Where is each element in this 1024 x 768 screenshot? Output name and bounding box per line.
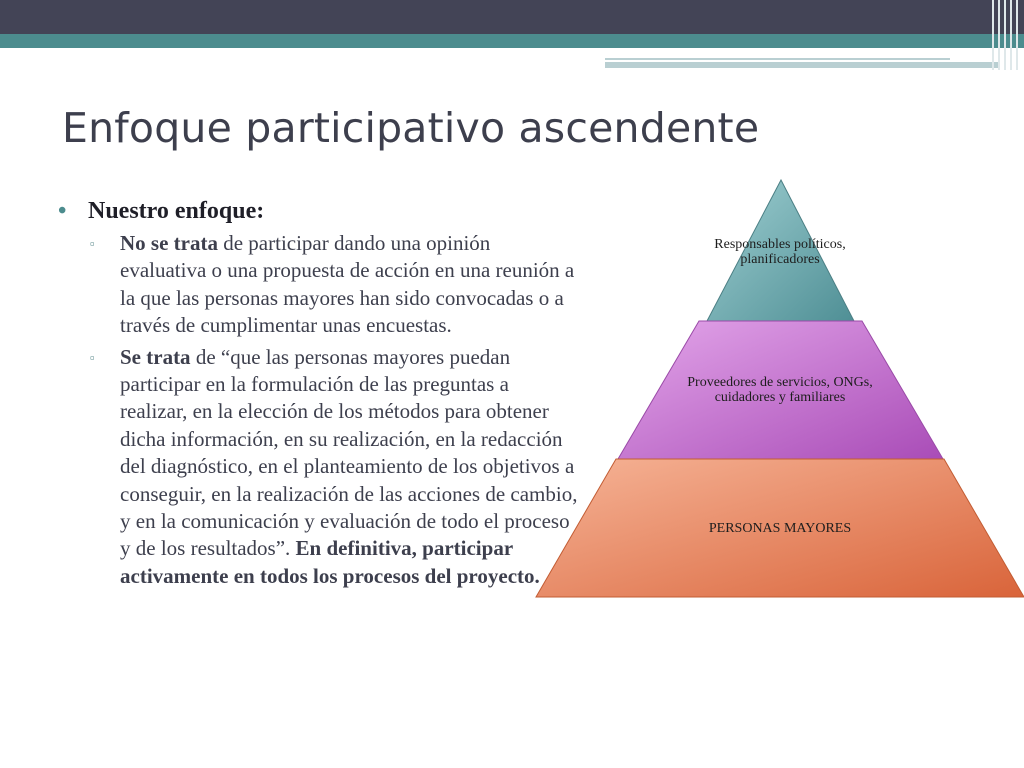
- sub-bullet-1-text: de participar dando una opinión evaluativa o una propuesta de acción en una reunión a la que las personas mayores han sido convocadas o a través de cumplimentar unas encuestas.: [120, 231, 575, 338]
- header-dark-band: [0, 0, 1024, 34]
- bullet-dot-icon: •: [58, 198, 67, 224]
- bullet-list: [58, 196, 578, 590]
- slide-title: Enfoque participativo ascendente: [62, 104, 760, 152]
- sub-bullet-1-bold: No se trata: [120, 231, 218, 255]
- sub-bullet-2-text: de “que las personas mayores puedan participar en la formulación de las preguntas a realizar, en la elección de los métodos para obtener dicha información, en su realización, en la redacción del diagnóstico, en el planteamiento de los objetivos a conseguir, en la realización de las acciones de cambio, y en la comunicación y evaluación de todo el proceso y de los resultados”.: [120, 344, 578, 561]
- bullet-heading-text: Nuestro enfoque:: [88, 198, 265, 224]
- sub-bullet-1: [58, 230, 578, 340]
- bullet-heading: [58, 196, 578, 226]
- pyramid-middle-label: Proveedores de servicios, ONGs, cuidadores y familiares: [687, 375, 873, 405]
- sub-bullet-2: [58, 344, 578, 591]
- sub-bullet-2-bold: Se trata: [120, 344, 191, 369]
- square-bullet-icon: ▫: [90, 349, 95, 365]
- pyramid-diagram: [530, 175, 1024, 605]
- header-rule: [605, 62, 1000, 68]
- header-teal-band: [0, 34, 1024, 48]
- sub-bullet-2-conclusion: En definitiva, participar activamente en todos los procesos del proyecto.: [120, 536, 540, 588]
- pyramid-top-label: Responsables políticos, planificadores: [714, 237, 846, 267]
- pyramid-bottom-label: PERSONAS MAYORES: [708, 521, 852, 536]
- header-corner-lines: [990, 0, 1024, 70]
- header-rule: [605, 58, 950, 60]
- square-bullet-icon: ▫: [90, 236, 95, 251]
